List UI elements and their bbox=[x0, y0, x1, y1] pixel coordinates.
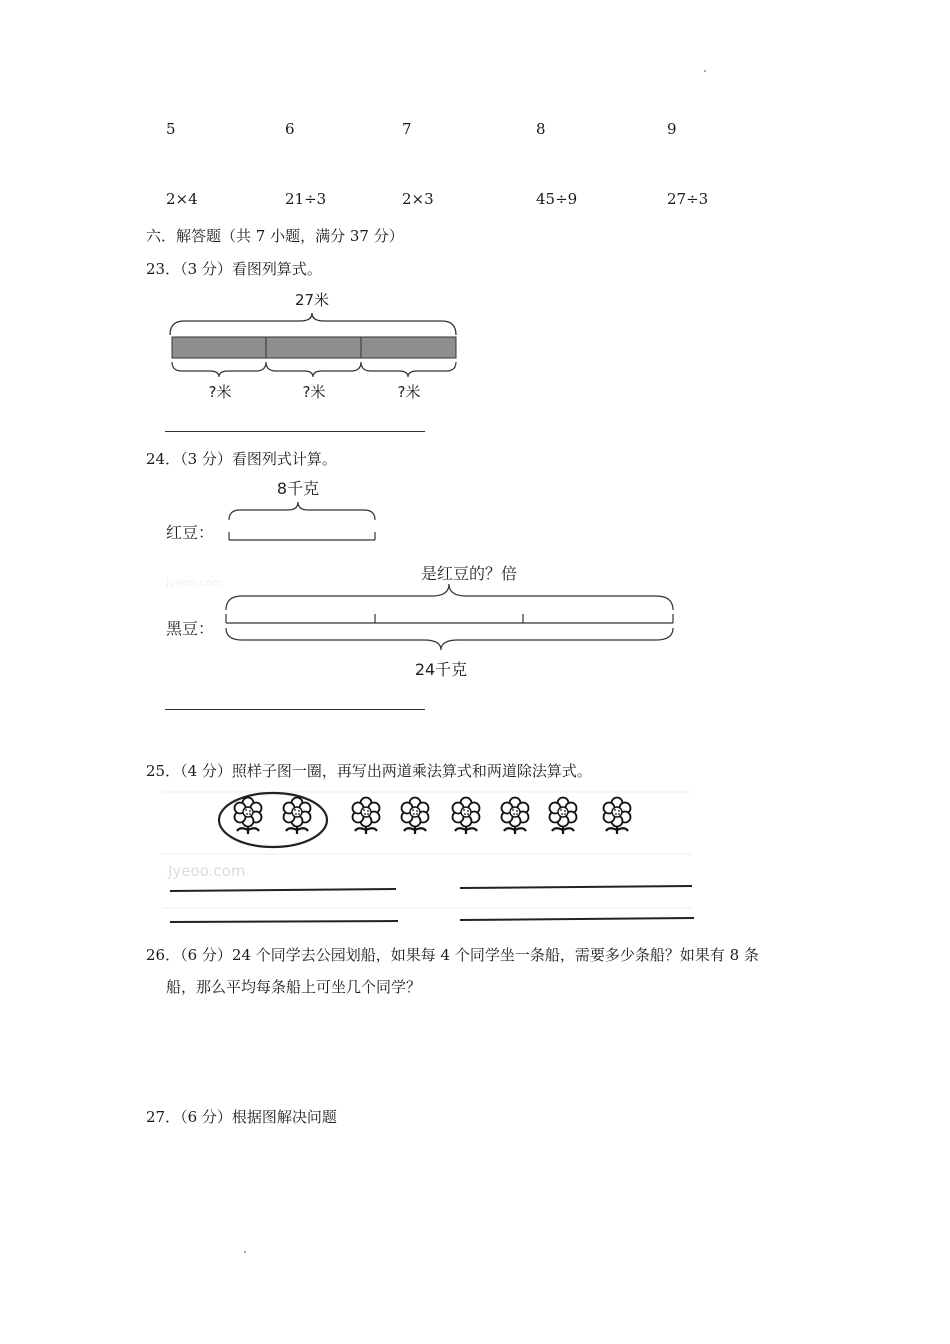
speck bbox=[244, 1251, 246, 1253]
q23-part-brace bbox=[172, 362, 266, 377]
q24-total-brace bbox=[226, 628, 673, 650]
q23-part-label: ?米 bbox=[208, 383, 232, 401]
match-expression: 2×4 bbox=[166, 190, 198, 208]
flower-icon bbox=[284, 798, 311, 835]
q23-prompt: 23．（3 分）看图列算式。 bbox=[146, 260, 322, 278]
q23-bar-diagram bbox=[160, 285, 470, 410]
match-expression: 21÷3 bbox=[285, 190, 327, 208]
q23-part-label: ?米 bbox=[397, 383, 421, 401]
q25-watermark: Jyeoo.com bbox=[168, 862, 246, 880]
match-number: 8 bbox=[536, 120, 546, 138]
q27-prompt: 27．（6 分）根据图解决问题 bbox=[146, 1108, 337, 1126]
match-expression: 45÷9 bbox=[536, 190, 578, 208]
speck bbox=[704, 70, 706, 72]
q23-part-brace bbox=[361, 362, 456, 377]
section-title: 六．解答题（共 7 小题，满分 37 分） bbox=[146, 227, 404, 245]
q23-part-label: ?米 bbox=[302, 383, 326, 401]
q25-answer-line[interactable] bbox=[170, 921, 398, 922]
q23-answer-line[interactable] bbox=[165, 431, 425, 432]
q23-bar-segment bbox=[361, 337, 456, 358]
q24-times-brace bbox=[226, 584, 673, 610]
q23-part-brace bbox=[266, 362, 361, 377]
match-expression: 27÷3 bbox=[667, 190, 709, 208]
q24-answer-line[interactable] bbox=[165, 709, 425, 710]
q24-black-bean-label: 黑豆： bbox=[166, 619, 215, 638]
q24-times-label: 是红豆的？倍 bbox=[420, 564, 518, 583]
flower-icon bbox=[550, 798, 577, 835]
q23-bar-segment bbox=[266, 337, 361, 358]
match-expression: 2×3 bbox=[402, 190, 434, 208]
q23-total-brace bbox=[170, 313, 456, 335]
q24-red-bean-brace bbox=[229, 502, 375, 520]
match-number: 5 bbox=[166, 120, 176, 138]
q25-prompt: 25．（4 分）照样子图一圈，再写出两道乘法算式和两道除法算式。 bbox=[146, 762, 592, 780]
flower-icon bbox=[453, 798, 480, 835]
q25-flower-figure bbox=[162, 788, 702, 930]
flower-icon bbox=[353, 798, 380, 835]
match-number: 9 bbox=[667, 120, 677, 138]
q24-watermark: Jyeoo.com bbox=[166, 576, 223, 589]
match-number: 6 bbox=[285, 120, 295, 138]
q24-prompt: 24．（3 分）看图列式计算。 bbox=[146, 450, 337, 468]
match-number: 7 bbox=[402, 120, 412, 138]
q26-prompt-line1: 26．（6 分）24 个同学去公园划船，如果每 4 个同学坐一条船，需要多少条船？如果有 8 条 bbox=[146, 946, 759, 964]
q23-bar-segment bbox=[172, 337, 266, 358]
flower-icon bbox=[502, 798, 529, 835]
q23-total-label: 27米 bbox=[294, 291, 330, 309]
q24-red-bean-amount: 8千克 bbox=[276, 479, 320, 498]
flower-icon bbox=[402, 798, 429, 835]
flower-icon bbox=[604, 798, 631, 835]
q24-black-bean-amount: 24千克 bbox=[414, 660, 468, 679]
q26-prompt-line2: 船，那么平均每条船上可坐几个同学？ bbox=[166, 978, 422, 996]
q24-red-bean-label: 红豆： bbox=[166, 523, 215, 542]
q24-bar-diagram bbox=[160, 470, 690, 685]
flower-icon bbox=[235, 798, 262, 835]
